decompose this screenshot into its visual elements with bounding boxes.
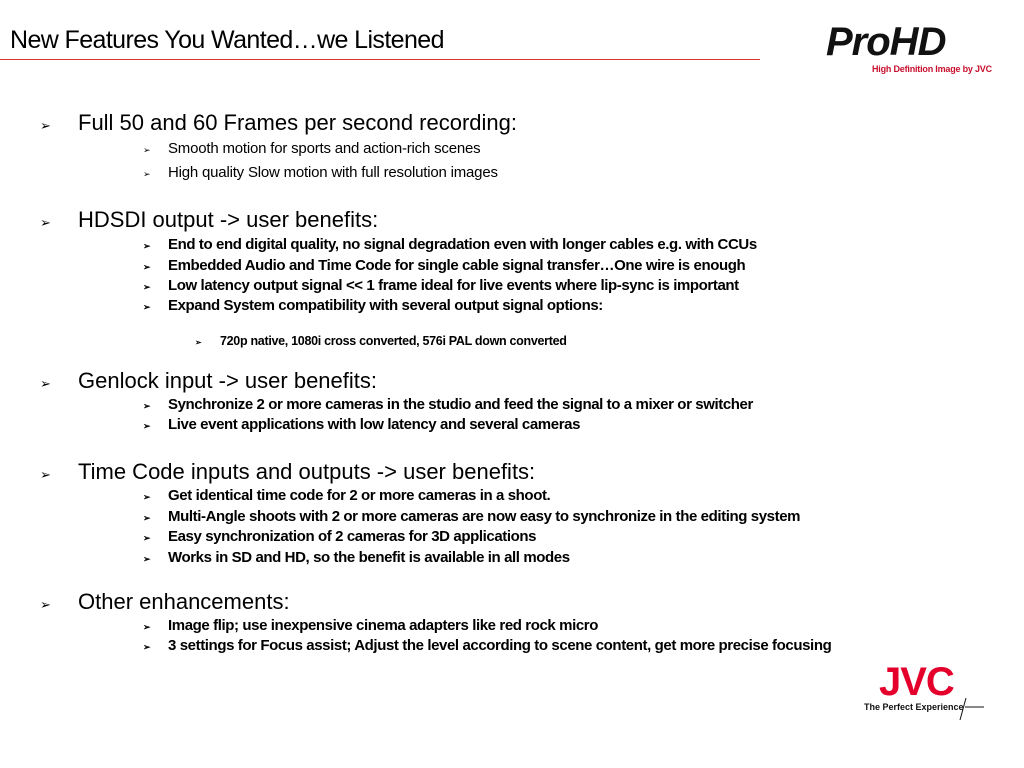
list-item <box>143 549 570 566</box>
section-heading-text: Genlock input -> user benefits: <box>78 368 377 393</box>
arrow-bullet-icon: ➢ <box>40 215 51 230</box>
arrow-bullet-icon: ➢ <box>143 554 151 564</box>
list-item-text: Low latency output signal << 1 frame ideal for live events where lip-sync is important <box>168 277 739 294</box>
arrow-bullet-icon: ➢ <box>143 282 151 292</box>
list-item <box>143 508 800 525</box>
arrow-bullet-icon: ➢ <box>143 145 151 155</box>
prohd-logo <box>826 22 1006 78</box>
title-underline <box>0 59 760 60</box>
slide-title: New Features You Wanted…we Listened <box>10 26 444 54</box>
jvc-logo <box>862 662 992 722</box>
arrow-bullet-icon: ➢ <box>40 597 51 612</box>
section-heading <box>40 459 535 485</box>
arrow-bullet-icon: ➢ <box>40 467 51 482</box>
list-item <box>143 528 536 545</box>
arrow-bullet-icon: ➢ <box>143 513 151 523</box>
list-item-text: End to end digital quality, no signal degradation even with longer cables e.g. with CCUs <box>168 236 757 253</box>
sub-list-item-text: 720p native, 1080i cross converted, 576i PAL down converted <box>220 334 567 348</box>
list-item-text: 3 settings for Focus assist; Adjust the level according to scene content, get more precise focusing <box>168 637 832 654</box>
list-item <box>143 416 580 433</box>
list-item <box>143 257 745 274</box>
list-item-text: Works in SD and HD, so the benefit is available in all modes <box>168 549 570 566</box>
list-item-text: Multi-Angle shoots with 2 or more cameras are now easy to synchronize in the editing system <box>168 508 801 525</box>
arrow-bullet-icon: ➢ <box>143 302 151 312</box>
list-item <box>143 140 480 157</box>
list-item <box>143 297 603 314</box>
list-item-text: Expand System compatibility with several output signal options: <box>168 297 603 314</box>
arrow-bullet-icon: ➢ <box>143 622 151 632</box>
prohd-tagline: High Definition Image by JVC <box>872 64 992 74</box>
arrow-bullet-icon: ➢ <box>143 241 151 251</box>
section-heading-text: HDSDI output -> user benefits: <box>78 207 379 232</box>
section-heading <box>40 110 517 136</box>
arrow-bullet-icon: ➢ <box>40 376 51 391</box>
list-item-text: Smooth motion for sports and action-rich scenes <box>168 140 481 157</box>
list-item-text: Live event applications with low latency and several cameras <box>168 416 581 433</box>
list-item <box>143 236 757 253</box>
list-item-text: Easy synchronization of 2 cameras for 3D applications <box>168 528 537 545</box>
list-item <box>143 396 753 413</box>
jvc-wordmark: JVC <box>879 660 954 704</box>
section-heading <box>40 368 377 394</box>
section-heading-text: Time Code inputs and outputs -> user benefits: <box>78 459 536 484</box>
arrow-bullet-icon: ➢ <box>143 401 151 411</box>
list-item-text: Embedded Audio and Time Code for single cable signal transfer…One wire is enough <box>168 257 746 274</box>
jvc-slash-mark <box>958 698 984 720</box>
list-item <box>143 164 498 181</box>
arrow-bullet-icon: ➢ <box>143 262 151 272</box>
arrow-bullet-icon: ➢ <box>143 492 151 502</box>
arrow-bullet-icon: ➢ <box>40 118 51 133</box>
section-heading <box>40 207 378 233</box>
list-item <box>143 637 831 654</box>
list-item-text: Image flip; use inexpensive cinema adapters like red rock micro <box>168 617 598 634</box>
list-item <box>143 617 598 634</box>
list-item <box>143 277 739 294</box>
sub-list-item <box>195 334 567 348</box>
list-item-text: Get identical time code for 2 or more cameras in a shoot. <box>168 487 551 504</box>
arrow-bullet-icon: ➢ <box>143 642 151 652</box>
section-heading-text: Full 50 and 60 Frames per second recording: <box>78 110 518 135</box>
prohd-wordmark: ProHD <box>826 20 946 64</box>
list-item-text: Synchronize 2 or more cameras in the studio and feed the signal to a mixer or switcher <box>168 396 753 413</box>
list-item <box>143 487 550 504</box>
arrow-bullet-icon: ➢ <box>143 169 151 179</box>
section-heading <box>40 589 290 615</box>
arrow-bullet-icon: ➢ <box>143 421 151 431</box>
section-heading-text: Other enhancements: <box>78 589 290 614</box>
arrow-bullet-icon: ➢ <box>143 533 151 543</box>
jvc-tagline: The Perfect Experience <box>864 702 964 712</box>
arrow-bullet-icon: ➢ <box>195 338 202 347</box>
list-item-text: High quality Slow motion with full resolution images <box>168 164 498 181</box>
